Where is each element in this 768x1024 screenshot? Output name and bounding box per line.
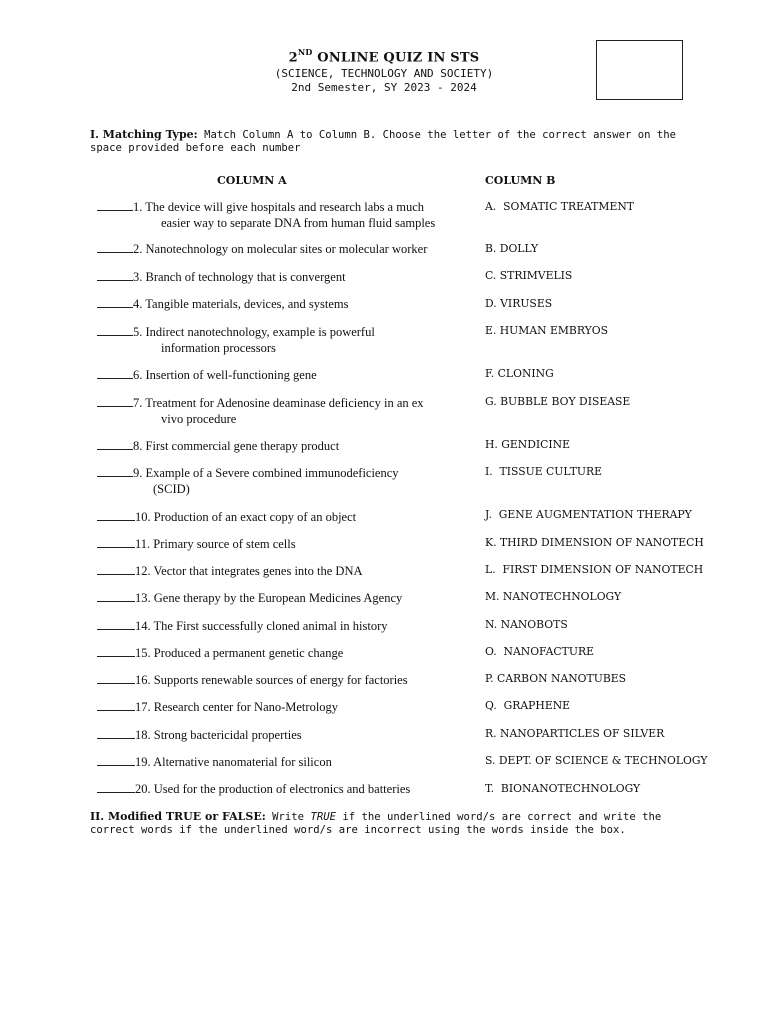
question-item [97,438,482,454]
question-item [97,509,482,525]
question-text: Tangible materials, devices, and systems [145,297,349,311]
answer-blank[interactable] [97,324,133,336]
answer-blank[interactable] [97,465,133,477]
question-text-continued: vivo procedure [161,412,237,426]
question-text: Supports renewable sources of energy for factories [153,673,408,687]
question-number: 4. [133,297,143,311]
question-item [97,781,482,797]
question-text-continued: easier way to separate DNA from human fluid samples [161,216,436,230]
question-number: 14. [135,619,151,633]
answer-blank[interactable] [97,754,135,766]
question-item [97,727,482,743]
question-text: Primary source of stem cells [153,537,296,551]
answer-choice: F. CLONING [485,367,554,380]
question-number: 12. [135,564,151,578]
answer-choice: T. BIONANOTECHNOLOGY [485,782,641,795]
question-text-continued: information processors [161,341,276,355]
answer-choice: O. NANOFACTURE [485,645,594,658]
answer-blank[interactable] [97,536,135,548]
answer-blank[interactable] [97,199,133,211]
question-number: 5. [133,325,143,339]
answer-choice: J. GENE AUGMENTATION THERAPY [485,508,692,521]
question-text: The First successfully cloned animal in history [153,619,388,633]
question-item [97,367,482,383]
answer-blank[interactable] [97,618,135,630]
quiz-semester: 2nd Semester, SY 2023 - 2024 [291,81,477,95]
answer-choice: P. CARBON NANOTUBES [485,672,627,685]
answer-choice: I. TISSUE CULTURE [485,465,603,478]
answer-choice: N. NANOBOTS [485,618,568,631]
answer-blank[interactable] [97,781,135,793]
question-text: The device will give hospitals and research labs a much [145,200,425,214]
question-number: 3. [133,270,143,284]
question-text: Used for the production of electronics and batteries [153,782,411,796]
answer-blank[interactable] [97,395,133,407]
answer-choice: D. VIRUSES [485,297,553,310]
question-item [97,754,482,770]
question-item [97,645,482,661]
answer-blank[interactable] [97,509,135,521]
question-text: Production of an exact copy of an object [153,510,357,524]
question-item [97,699,482,715]
answer-blank[interactable] [97,367,133,379]
question-text: Insertion of well-functioning gene [145,368,317,382]
question-text-continued: (SCID) [153,482,190,496]
answer-blank[interactable] [97,269,133,281]
question-text: Strong bactericidal properties [153,728,302,742]
answer-blank[interactable] [97,672,135,684]
score-box [596,40,683,100]
question-number: 17. [135,700,151,714]
answer-choice: G. BUBBLE BOY DISEASE [485,395,631,408]
question-text: Research center for Nano-Metrology [153,700,339,714]
answer-blank[interactable] [97,727,135,739]
question-item [97,269,482,285]
part2-instructions: II. Modified TRUE or FALSE: Write TRUE if the underlined word/s are correct and write the correct words if the underlined word/s are incorrect using the words inside the box. [90,810,662,836]
question-item [97,618,482,634]
answer-blank[interactable] [97,645,135,657]
answer-choice: L. FIRST DIMENSION OF NANOTECH [485,563,704,576]
question-number: 10. [135,510,151,524]
column-b-header: COLUMN B [485,174,556,187]
question-number: 19. [135,755,151,769]
answer-blank[interactable] [97,563,135,575]
question-number: 13. [135,591,151,605]
answer-blank[interactable] [97,438,133,450]
answer-blank[interactable] [97,241,133,253]
question-item [97,324,482,356]
question-text: Treatment for Adenosine deaminase deficiency in an ex [145,396,424,410]
question-number: 16. [135,673,151,687]
question-text: First commercial gene therapy product [145,439,340,453]
answer-choice: K. THIRD DIMENSION OF NANOTECH [485,536,704,549]
answer-choice: E. HUMAN EMBRYOS [485,324,609,337]
quiz-title: 2ND ONLINE QUIZ IN STS [288,47,480,66]
answer-choice: Q. GRAPHENE [485,699,571,712]
question-item [97,563,482,579]
answer-choice: M. NANOTECHNOLOGY [485,590,622,603]
question-number: 8. [133,439,143,453]
question-item [97,241,482,257]
answer-blank[interactable] [97,296,133,308]
question-number: 11. [135,537,151,551]
question-text: Indirect nanotechnology, example is powerful [145,325,375,339]
answer-blank[interactable] [97,590,135,602]
answer-choice: A. SOMATIC TREATMENT [485,200,634,213]
question-text: Example of a Severe combined immunodeficiency [145,466,399,480]
question-text: Alternative nanomaterial for silicon [153,755,332,769]
answer-choice: B. DOLLY [485,242,539,255]
question-item [97,465,482,497]
question-item [97,199,482,231]
column-a-header: COLUMN A [217,174,287,187]
question-number: 15. [135,646,151,660]
question-number: 6. [133,368,143,382]
answer-choice: S. DEPT. OF SCIENCE & TECHNOLOGY [485,754,708,767]
question-item [97,395,482,427]
answer-choice: C. STRIMVELIS [485,269,573,282]
quiz-subtitle: (SCIENCE, TECHNOLOGY AND SOCIETY) [274,67,494,81]
question-item [97,296,482,312]
question-text: Gene therapy by the European Medicines Agency [153,591,403,605]
part1-instructions: I. Matching Type: Match Column A to Column B. Choose the letter of the correct answer on the space provided before each number [90,128,677,154]
question-number: 7. [133,396,143,410]
question-text: Nanotechnology on molecular sites or molecular worker [145,242,428,256]
question-number: 1. [133,200,143,214]
question-item [97,672,482,688]
answer-choice: H. GENDICINE [485,438,571,451]
question-item [97,536,482,552]
question-number: 2. [133,242,143,256]
answer-blank[interactable] [97,699,135,711]
answer-choice: R. NANOPARTICLES OF SILVER [485,727,665,740]
question-item [97,590,482,606]
question-text: Vector that integrates genes into the DNA [153,564,363,578]
question-number: 18. [135,728,151,742]
question-number: 9. [133,466,143,480]
question-text: Produced a permanent genetic change [153,646,344,660]
question-number: 20. [135,782,151,796]
question-text: Branch of technology that is convergent [145,270,346,284]
